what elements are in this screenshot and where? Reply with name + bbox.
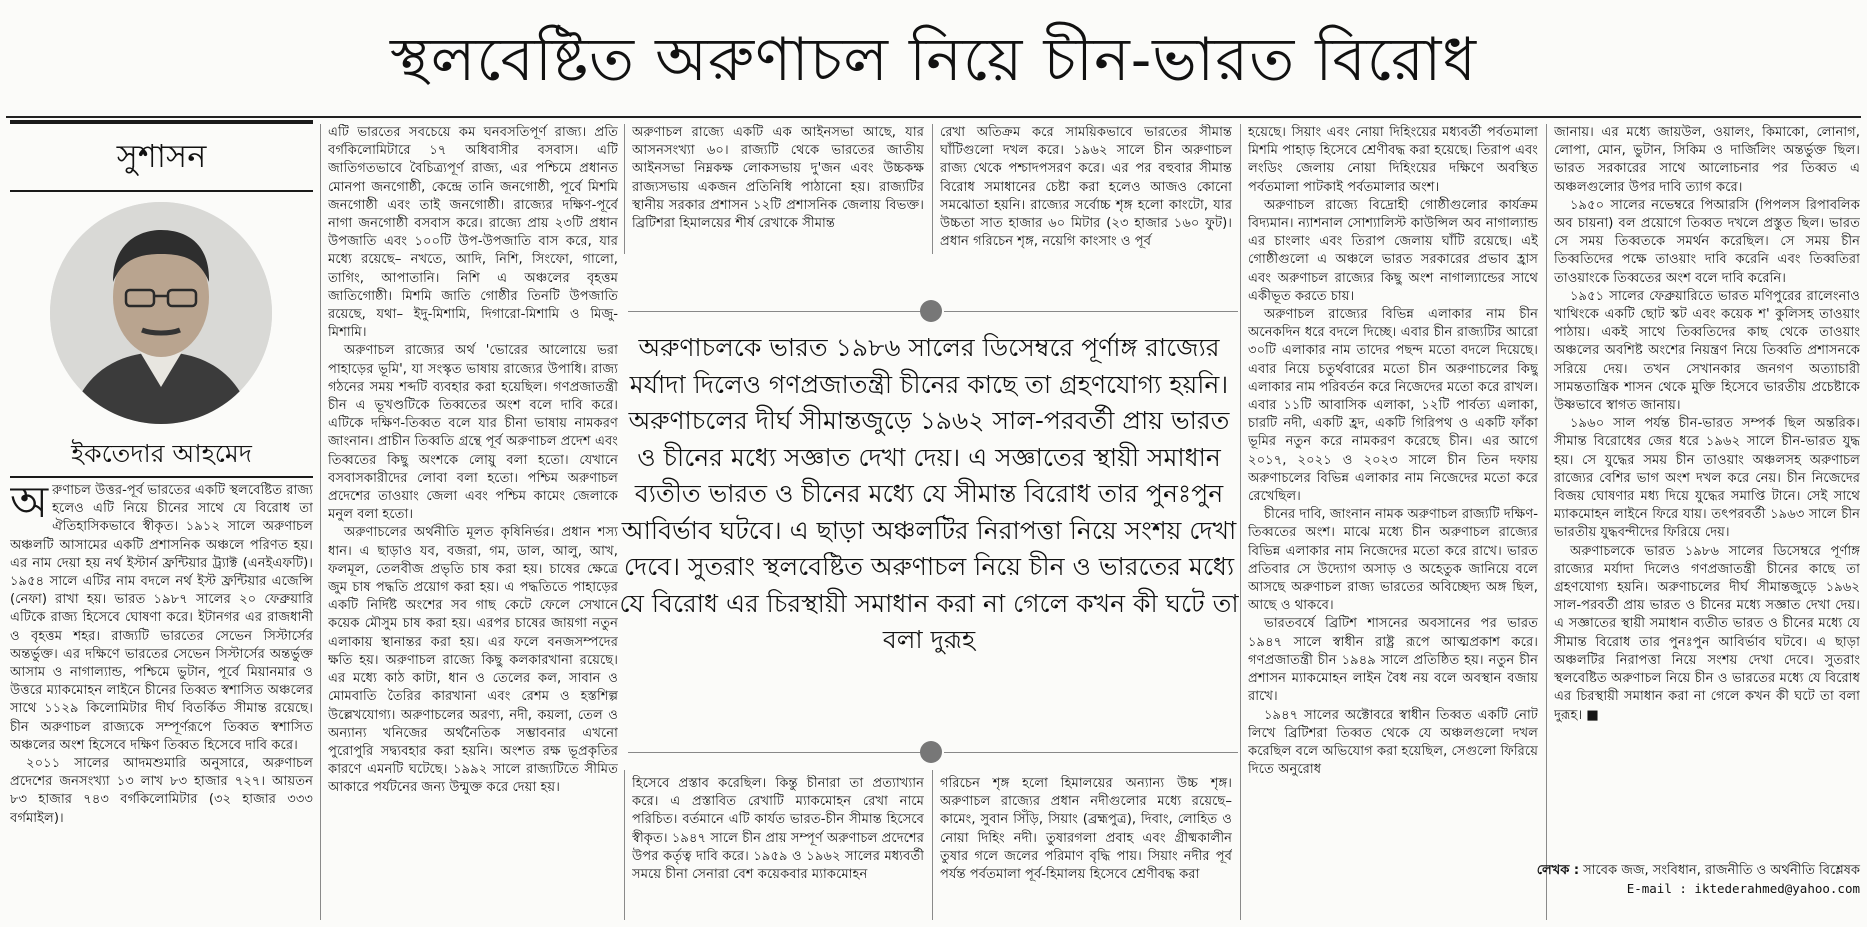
- headline: স্থলবেষ্টিত অরুণাচল নিয়ে চীন-ভারত বিরোধ: [389, 25, 1478, 95]
- pull-quote-rule-left-top: [628, 311, 922, 312]
- pull-quote-rule-right-top: [944, 311, 1238, 312]
- byline-label: লেখক :: [1536, 863, 1580, 878]
- paragraph: অরুণাচল রাজ্যের অর্থ 'ভোরের আলোয়ে ভরা পাহাড়ের ভূমি', যা সংস্কৃত ভাষায় রাজ্যের উপাধি। রাজ্য গঠনের সময় শব্দটি ব্যবহার করা হয়েছিল। গণপ্রজাতন্ত্রী চীন এ ভূখণ্ডটিকে তিব্বতের অংশ বলে দাবি করে। এটিকে দক্ষিণ-তিব্বত বলে যার চীনা ভাষায় নামকরণ জাংনান। প্রাচীন তিব্বতি গ্রন্থে পূর্ব অরুণাচল প্রদেশ এবং তিব্বতের কিছু অংশকে লোয়ু বলা হতো। যেখানে বসবাসকারীদের লোবা বলা হতো। পশ্চিম অরুণাচল প্রদেশের তাওয়াং জেলা এবং পশ্চিম কামেং জেলাকে মনুল বলা হতো।: [328, 343, 618, 523]
- column-divider: [624, 770, 625, 920]
- byline-credentials: [1520, 862, 1860, 880]
- byline-description: সাবেক জজ, সংবিধান, রাজনীতি ও অর্থনীতি বিশ্লেষক: [1583, 863, 1860, 878]
- column-divider: [932, 124, 933, 254]
- paragraph: ১৯৪৭ সালের অক্টোবরে স্বাধীন তিব্বত একটি নোট লিখে ব্রিটিশরা তিব্বত থেকে যে অঞ্চলগুলো দখল করেছিল বলে অভিযোগ করা হয়েছিল, সেগুলো ফিরিয়ে দিতে অনুরোধ: [1248, 707, 1538, 778]
- author-name: ইকতেদার আহমেদ: [71, 439, 252, 468]
- paragraph: ভারতবর্ষে ব্রিটিশ শাসনের অবসানের পর ভারত ১৯৪৭ সালে স্বাধীন রাষ্ট্র রূপে আত্মপ্রকাশ করে। গণপ্রজাতন্ত্রী চীন ১৯৪৯ সালে প্রতিষ্ঠিত হয়। নতুন চীন প্রশাসন ম্যাকমোহন লাইন বৈধ নয় বলে অবস্থান বজায় রাখে।: [1248, 616, 1538, 705]
- column-divider: [624, 124, 625, 254]
- pull-quote-rule-left-bottom: [628, 752, 922, 753]
- author-byline: [1520, 862, 1860, 920]
- article-column-6: [1554, 124, 1860, 858]
- paragraph: অরুণাচল উত্তর-পূর্ব ভারতের একটি স্থলবেষ্টিত রাজ্য হলেও এটি নিয়ে চীনের সাথে যে বিরোধ তা ঐতিহাসিকভাবে স্বীকৃত। ১৯১২ সালে অরুণাচল অঞ্চলটি আসামের একটি প্রশাসনিক অঞ্চলে পরিণত হয়। এর নাম দেয়া হয় নর্থ ইস্টার্ন ফ্রন্টিয়ার ট্র্যাক্ট (এনইএফটি)। ১৯৫৪ সালে এটির নাম বদলে নর্থ ইস্ট ফ্রন্টিয়ার এজেন্সি (নেফা) রাখা হয়। ভারত ১৯৮৭ সালের ২০ ফেব্রুয়ারি এটিকে রাজ্য হিসেবে ঘোষণা করে। ইটানগর এর রাজধানী ও বৃহত্তম শহর। রাজ্যটি ভারতের সেভেন সিস্টার্সের অন্তর্ভুক্ত। এর দক্ষিণে ভারতের সেভেন সিস্টার্সের অন্তর্ভুক্ত আসাম ও নাগাল্যান্ড, পশ্চিমে ভুটান, পূর্বে মিয়ানমার ও উত্তরে ম্যাকমোহন লাইনে চীনের তিব্বত স্বশাসিত অঞ্চলের সাথে ১১২৯ কিলোমিটার দীর্ঘ বিতর্কিত সীমান্ত রয়েছে। চীন অরুণাচল রাজ্যকে সম্পূর্ণরূপে তিব্বত স্বশাসিত অঞ্চলের অংশ হিসেবে দক্ষিণ তিব্বত হিসেবে দাবি করে।: [10, 482, 313, 753]
- paragraph: অরুণাচল রাজ্যে একটি এক আইনসভা আছে, যার আসনসংখ্যা ৬০। রাজ্যটি থেকে ভারতের জাতীয় আইনসভা নিম্নকক্ষ লোকসভায় দু'জন এবং উচ্চকক্ষ রাজ্যসভায় একজন প্রতিনিধি পাঠানো হয়। রাজ্যটির স্থানীয় সরকার প্রশাসন ১২টি প্রশাসনিক জেলায় বিভক্ত। ব্রিটিশরা হিমালয়ের শীর্ষ রেখাকে সীমান্ত: [632, 125, 924, 232]
- section-top-rule: [10, 120, 313, 124]
- column-divider: [1546, 124, 1547, 920]
- section-label: সুশাসন: [116, 137, 207, 175]
- paragraph: অরুণাচলকে ভারত ১৯৮৬ সালের ডিসেম্বরে পূর্ণাঙ্গ রাজ্যের মর্যাদা দিলেও গণপ্রজাতন্ত্রী চীনের কাছে তা গ্রহণযোগ্য হয়নি। অরুণাচলের দীর্ঘ সীমান্তজুড়ে ১৯৬২ সাল-পরবর্তী প্রায় ভারত ও চীনের মধ্যে সজ্ঞাত দেখা দেয়। এ সজ্ঞাতের স্থায়ী সমাধান ব্যতীত ভারত ও চীনের মধ্যে যে সীমান্ত বিরোধ তার পুনঃপুন আবির্ভাব ঘটবে। এ ছাড়া অঞ্চলটির নিরাপত্তা নিয়ে সংশয় দেখা দেবে। সুতরাং স্থলবেষ্টিত অরুণাচল নিয়ে চীন ও ভারতের মধ্যে যে বিরোধ এর চিরস্থায়ী সমাধান করা না গেলে কখন কী ঘটে তা বলা দুরূহ। ■: [1554, 543, 1860, 723]
- drop-cap: অ: [10, 482, 49, 528]
- article-column-4-bottom: [940, 775, 1232, 920]
- paragraph: অরুণাচল রাজ্যে বিদ্রোহী গোষ্ঠীগুলোর কার্যক্রম বিদ্যমান। ন্যাশনাল সোশ্যালিস্ট কাউন্সিল অব নাগাল্যান্ড এর চাংলাং এবং তিরাপ জেলায় ঘাঁটি রয়েছে। এই গোষ্ঠীগুলো এ অঞ্চলে ভারত সরকারের প্রভাব হ্রাস এবং অরুণাচল রাজ্যের কিছু অংশ নাগাল্যান্ডের সাথে একীভূত করতে চায়।: [1248, 197, 1538, 304]
- paragraph: ১৯৫১ সালের ফেব্রুয়ারিতে ভারত মণিপুরের রালেংনাও খাথিংকে একটি ছোট স্কট এবং কয়েক শ' কুলিসহ তাওয়াং পাঠায়। একই সাথে তিব্বতিদের কাছ থেকে তাওয়াং অঞ্চলের অবশিষ্ট অংশের নিয়ন্ত্রণ নিয়ে তিব্বতি প্রশাসনকে সরিয়ে দেয়। তখন সেখানকার জনগণ অত্যাচারী সামন্ততান্ত্রিক শাসন থেকে মুক্তি হিসেবে ভারতীয় প্রচেষ্টাকে উষ্ণভাবে স্বাগত জানায়।: [1554, 288, 1860, 414]
- author-portrait: [50, 202, 272, 424]
- paragraph: গরিচেন শৃঙ্গ হলো হিমালয়ের অন্যান্য উচ্চ শৃঙ্গ। অরুণাচল রাজ্যের প্রধান নদীগুলোর মধ্যে রয়েছে– কামেং, সুবান সিঁড়ি, সিয়াং (ব্রহ্মপুত্র), দিবাং, লোহিত ও নোয়া দিহিং নদী। তুষারগলা প্রবাহ এবং গ্রীষ্মকালীন তুষার গলে জলের পরিমাণ বৃদ্ধি পায়। সিয়াং নদীর পূর্ব পর্যন্ত পর্বতমালা পূর্ব-হিমালয় হিসেবে শ্রেণীবদ্ধ করা: [940, 776, 1232, 883]
- headline-rule: [6, 116, 1861, 118]
- article-column-3-bottom: [632, 775, 924, 920]
- pull-quote-ornament-bottom: [920, 741, 942, 763]
- paragraph: হয়েছে। সিয়াং এবং নোয়া দিহিংয়ের মধ্যবর্তী পর্বতমালা মিশমি পাহাড় হিসেবে শ্রেণীবদ্ধ করা হয়েছে। তিরাপ এবং লংডিং জেলায় নোয়া দিহিংয়ের দক্ষিণে অবস্থিত পর্বতমালা পাটকাই পর্বতমালার অংশ।: [1248, 125, 1538, 195]
- section-bottom-rule: [10, 190, 313, 192]
- pull-quote-ornament-top: [920, 300, 942, 322]
- paragraph: ২০১১ সালের আদমশুমারি অনুসারে, অরুণাচল প্রদেশের জনসংখ্যা ১৩ লাখ ৮৩ হাজার ৭২৭। আয়তন ৮৩ হাজার ৭৪৩ বর্গকিলোমিটার (৩২ হাজার ৩৩৩ বর্গমাইল)।: [10, 756, 313, 826]
- column-divider: [320, 124, 321, 920]
- paragraph: অরুণাচলের অর্থনীতি মূলত কৃষিনির্ভর। প্রধান শস্য ধান। এ ছাড়াও যব, বজরা, গম, ডাল, আলু, আখ, ফলমূল, তেলবীজ প্রভৃতি চাষ করা হয়। চাষের ক্ষেত্রে জুম চাষ পদ্ধতি প্রয়োগ করা হয়। এ পদ্ধতিতে পাহাড়ের একটি নির্দিষ্ট অংশের সব গাছ কেটে ফেলে সেখানে কয়েক মৌসুম চাষ করা হয়। এরপর চাষের জায়গা নতুন এলাকায় স্থানান্তর করা হয়। এর ফলে বনজসম্পদের ক্ষতি হয়। অরুণাচল রাজ্যে কিছু কলকারখানা রয়েছে। এর মধ্যে কাঠ কাটা, ধান ও তেলের কল, সাবান ও মোমবাতি তৈরির কারখানা এবং রেশম ও হস্তশিল্প উল্লেখযোগ্য। অরুণাচলের অরণ্য, নদী, কয়লা, তেল ও অন্যান্য খনিজের অর্থনৈতিক সম্ভাবনার এখনো পুরোপুরি সদ্ব্যবহার করা হয়নি। অংশত রক্ষ ভূপ্রকৃতির কারণে এমনটি ঘটেছে। ১৯৯২ সালে রাজ্যটিতে সীমিত আকারে পর্যটনের জন্য উন্মুক্ত করে দেয়া হয়।: [328, 525, 618, 796]
- article-column-1: [10, 482, 313, 920]
- paragraph: অরুণাচল রাজ্যের বিভিন্ন এলাকার নাম চীন অনেকদিন ধরে বদলে দিচ্ছে। এবার চীন রাজ্যটির আরো ৩০টি এলাকার নাম তাদের পছন্দ মতো বদলে দিয়েছে। এবার নিয়ে চতুর্থবারের মতো চীন অরুণাচলের কিছু এলাকার নাম পরিবর্তন করে নিজেদের মতো করে রাখল। এবার ১১টি আবাসিক এলাকা, ১২টি পার্বত্য এলাকা, চারটি নদী, একটি হ্রদ, একটি গিরিপথ ও একটি ফাঁকা ভূমির নতুন করে নামকরণ করেছে চীন। এর আগে ২০১৭, ২০২১ ও ২০২৩ সালে চীন তিন দফায় অরুণাচলের বিভিন্ন এলাকার নাম নিজেদের মতো করে রেখেছিল।: [1248, 307, 1538, 505]
- article-column-4-top: [940, 124, 1232, 254]
- pull-quote: অরুণাচলকে ভারত ১৯৮৬ সালের ডিসেম্বরে পূর্ণাঙ্গ রাজ্যের মর্যাদা দিলেও গণপ্রজাতন্ত্রী চীনের কাছে তা গ্রহণযোগ্য হয়নি। অরুণাচলের দীর্ঘ সীমান্তজুড়ে ১৯৬২ সাল-পরবর্তী প্রায় ভারত ও চীনের মধ্যে সজ্ঞাত দেখা দেয়। এ সজ্ঞাতের স্থায়ী সমাধান ব্যতীত ভারত ও চীনের মধ্যে যে সীমান্ত বিরোধ তার পুনঃপুন আবির্ভাব ঘটবে। এ ছাড়া অঞ্চলটির নিরাপত্তা নিয়ে সংশয় দেখা দেবে। সুতরাং স্থলবেষ্টিত অরুণাচল নিয়ে চীন ও ভারতের মধ্যে যে বিরোধ এর চিরস্থায়ী সমাধান করা না গেলে কখন কী ঘটে তা বলা দুরূহ: [619, 333, 1239, 654]
- article-column-5: [1248, 124, 1538, 920]
- article-column-3-top: [632, 124, 924, 254]
- article-column-2: [328, 124, 618, 920]
- pull-quote-rule-right-bottom: [944, 752, 1238, 753]
- paragraph: ১৯৬০ সাল পর্যন্ত চীন-ভারত সম্পর্ক ছিল অন্তরিক। সীমান্ত বিরোধের জের ধরে ১৯৬২ সালে চীন-ভারত যুদ্ধ হয়। সে যুদ্ধের সময় চীন তাওয়াং অঞ্চলসহ অরুণাচল রাজ্যের বেশির ভাগ অংশ দখল করে নেয়। চীন নিজেদের বিজয় ঘোষণার মধ্য দিয়ে যুদ্ধের সমাপ্তি টানে। সেই সাথে ম্যাকমোহন লাইনে ফিরে যায়। তৎপরবর্তী ১৯৬৩ সালে চীন ভারতীয় যুদ্ধবন্দীদের ফিরিয়ে দেয়।: [1554, 416, 1860, 541]
- author-bottom-rule: [10, 476, 313, 478]
- paragraph: রেখা অতিক্রম করে সাময়িকভাবে ভারতের সীমান্ত ঘাঁটিগুলো দখল করে। ১৯৬২ সালে চীন অরুণাচল রাজ্য থেকে পশ্চাদপসরণ করে। এর পর বহুবার সীমান্ত বিরোধ সমাধানের চেষ্টা করা হলেও আজও কোনো সমঝোতা হয়নি। রাজ্যের সর্বোচ্চ শৃঙ্গ হলো কাংটো, যার উচ্চতা সাত হাজার ৬০ মিটার (২৩ হাজার ১৬০ ফুট)। প্রধান গরিচেন শৃঙ্গ, নয়েগি কাংসাং ও পূর্ব: [940, 125, 1232, 250]
- column-divider: [932, 770, 933, 920]
- portrait-image: [50, 202, 272, 424]
- paragraph: এটি ভারতের সবচেয়ে কম ঘনবসতিপূর্ণ রাজ্য। প্রতি বর্গকিলোমিটারে ১৭ অধিবাসীর বসবাস। এটি জাতিগতভাবে বৈচিত্র্যপূর্ণ রাজ্য, এর পশ্চিমে প্রধানত মোনপা জনগোষ্ঠী, কেন্দ্রে তানি জনগোষ্ঠী, পূর্বে মিশমি জনগোষ্ঠী এবং তাই জনগোষ্ঠী। রাজ্যের দক্ষিণ-পূর্বে নাগা জনগোষ্ঠী বসবাস করে। রাজ্যে প্রায় ২৩টি প্রধান উপজাতি এবং ১০০টি উপ-উপজাতি বাস করে, যার মধ্যে রয়েছে– নখতে, আদি, নিশি, সিংফো, গালো, তাগিং, আপাতানি। নিশি এ অঞ্চলের বৃহত্তম জাতিগোষ্ঠী। মিশমি জাতি গোষ্ঠীর তিনটি উপজাতি রয়েছে, যথা– ইদু-মিশামি, দিগারো-মিশামি ও মিজু-মিশামি।: [328, 125, 618, 341]
- paragraph: চীনের দাবি, জাংনান নামক অরুণাচল রাজ্যটি দক্ষিণ-তিব্বতের অংশ। মাঝে মধ্যে চীন অরুণাচল রাজ্যের বিভিন্ন এলাকার নাম নিজেদের মতো করে রাখে। ভারত প্রতিবার সে উদ্যোগ অসাড় ও অহেতুক জানিয়ে বলে আসছে অরুণাচল রাজ্য ভারতের অবিচ্ছেদ্য অঙ্গ ছিল, আছে ও থাকবে।: [1248, 507, 1538, 614]
- paragraph: জানায়। এর মধ্যে জায়উল, ওয়ালং, কিমাকো, লোনাগ, লোপা, মোন, ভুটান, সিকিম ও দার্জিলিং অন্তর্ভুক্ত ছিল। ভারত সরকারের সাথে আলোচনার পর তিব্বত এ অঞ্চলগুলোর উপর দাবি ত্যাগ করে।: [1554, 125, 1860, 195]
- paragraph: ১৯৫০ সালের নভেম্বরে পিআরসি (পিপলস রিপাবলিক অব চায়না) বল প্রয়োগে তিব্বত দখলে প্রস্তুত ছিল। ভারত সে সময় তিব্বতকে সমর্থন করেছিল। সে সময় চীন তিব্বতিদের পক্ষে তাওয়াং দাবি করেনি এবং তিব্বতিরা তাওয়াংকে তিব্বতের অংশ বলে দাবি করেনি।: [1554, 197, 1860, 286]
- author-email: E-mail : iktederahmed@yahoo.com: [1626, 881, 1860, 896]
- paragraph: হিসেবে প্রস্তাব করেছিল। কিন্তু চীনারা তা প্রত্যাখ্যান করে। এ প্রস্তাবিত রেখাটি ম্যাকমোহন রেখা নামে পরিচিত। বর্তমানে এটি কার্যত ভারত-চীন সীমান্ত হিসেবে স্বীকৃত। ১৯৪৭ সালে চীন প্রায় সম্পূর্ণ অরুণাচল প্রদেশের উপর কর্তৃত্ব দাবি করে। ১৯৫৯ ও ১৯৬২ সালের মধ্যবর্তী সময়ে চীনা সেনারা বেশ কয়েকবার ম্যাকমোহন: [632, 776, 924, 883]
- column-divider: [1240, 124, 1241, 920]
